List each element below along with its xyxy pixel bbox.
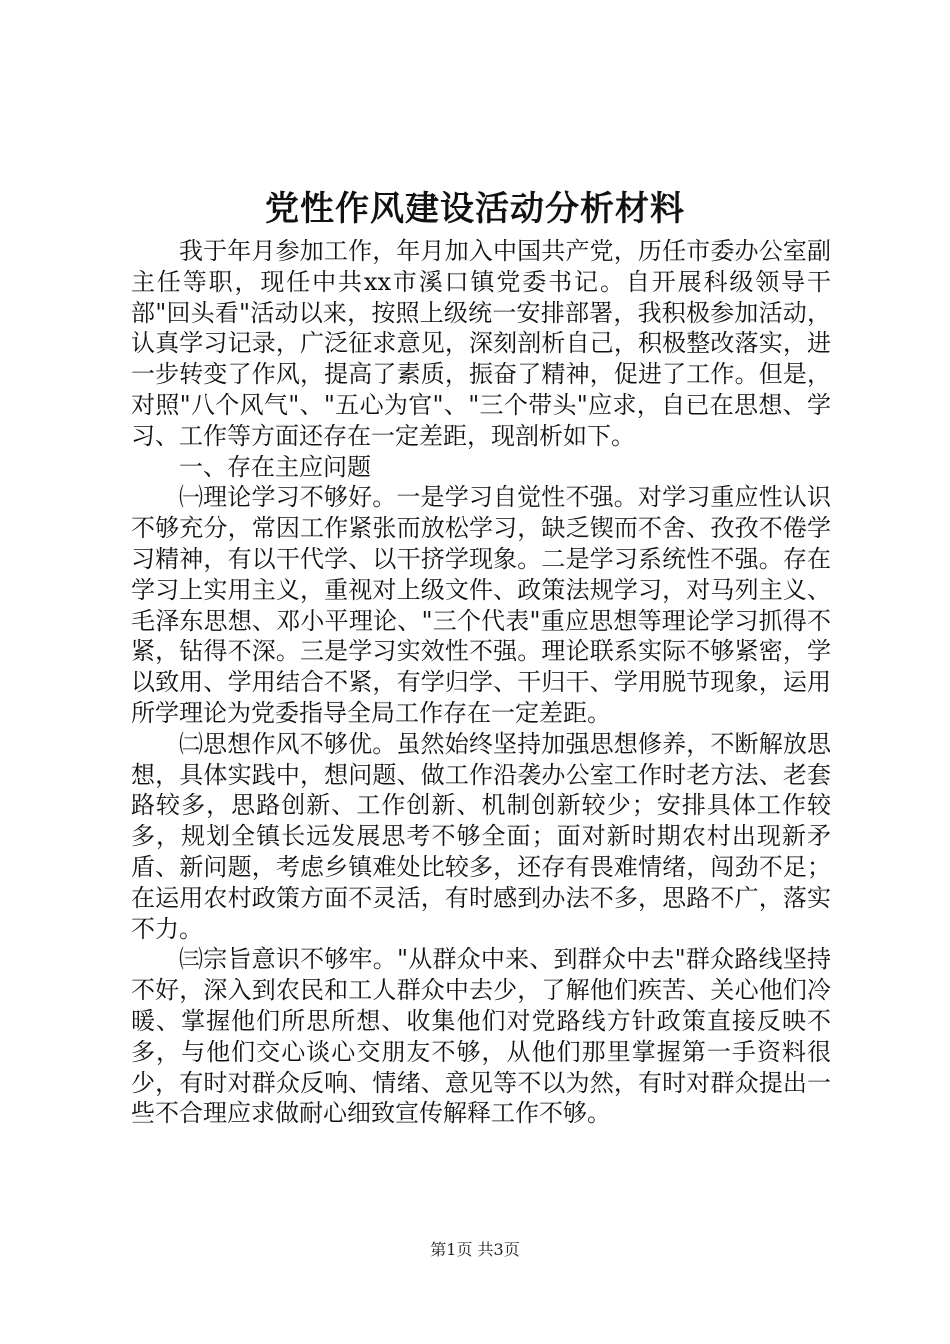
document-title: 党性作风建设活动分析材料 [265,189,685,229]
section-heading-problems: 一、存在主应问题 [179,452,371,481]
page-footer: 第1页 共3页 [430,1240,520,1259]
paragraph-intro: 我于年月参加工作，年月加入中国共产党，历任市委办公室副主任等职，现任中共xx市溪口镇党委书记。自开展科级领导干部"回头看"活动以来，按照上级统一安排部署，我积极参加活动，认真学习记录，广泛征求意见，深刻剖析自己，积极整改落实，进一步转变了作风，提高了素质，振奋了精神，促进了工作。但是，对照"八个风气"、"五心为官"、"三个带头"应求，自已在思想、学习、工作等方面还存在一定差距，现剖析如下。 [131,237,831,450]
paragraph-theory-study: ㈠理论学习不够好。一是学习自觉性不强。对学习重应性认识不够充分，常因工作紧张而放松学习，缺乏锲而不舍、孜孜不倦学习精神，有以干代学、以干挤学现象。二是学习系统性不强。存在学习上实用主义，重视对上级文件、政策法规学习，对马列主义、毛泽东思想、邓小平理论、"三个代表"重应思想等理论学习抓得不紧，钻得不深。三是学习实效性不强。理论联系实际不够紧密，学以致用、学用结合不紧，有学归学、干归干、学用脱节现象，运用所学理论为党委指导全局工作存在一定差距。 [131,483,831,727]
document-body [131,236,831,1129]
paragraph-thinking-style: ㈡思想作风不够优。虽然始终坚持加强思想修养，不断解放思想，具体实践中，想问题、做工作沿袭办公室工作时老方法、老套路较多，思路创新、工作创新、机制创新较少；安排具体工作较多，规划全镇长远发展思考不够全面；面对新时期农村出现新矛盾、新问题，考虑乡镇难处比较多，还存有畏难情绪，闯劲不足；在运用农村政策方面不灵活，有时感到办法不多，思路不广，落实不力。 [131,729,831,943]
paragraph-purpose-awareness: ㈢宗旨意识不够牢。"从群众中来、到群众中去"群众路线坚持不好，深入到农民和工人群众中去少，了解他们疾苦、关心他们冷暖、掌握他们所思所想、收集他们对党路线方针政策直接反映不多，与他们交心谈心交朋友不够，从他们那里掌握第一手资料很少，有时对群众反响、情绪、意见等不以为然，有时对群众提出一些不合理应求做耐心细致宣传解释工作不够。 [131,945,831,1128]
